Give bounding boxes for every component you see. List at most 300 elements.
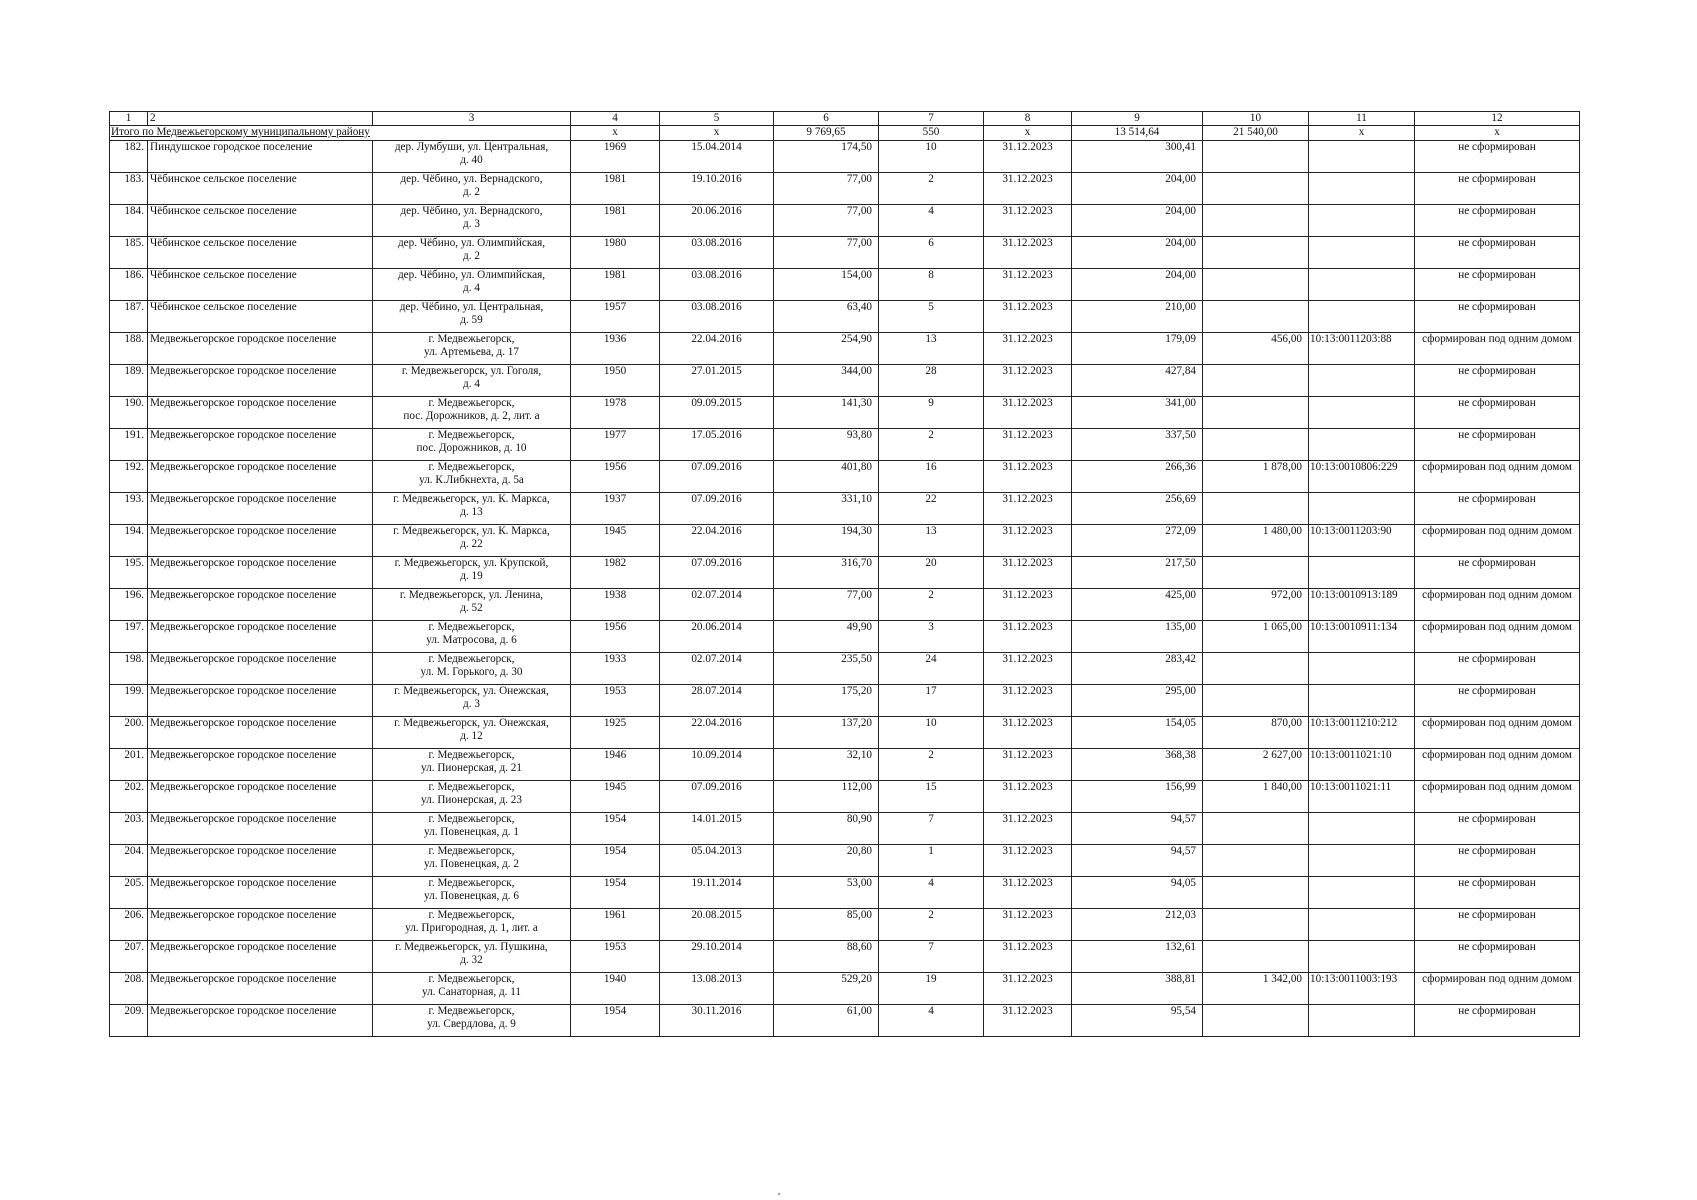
column-number: 6	[774, 112, 879, 126]
land-status-cell: не сформирован	[1415, 941, 1580, 973]
value-9-cell: 212,03	[1072, 909, 1203, 941]
value-9-cell: 156,99	[1072, 781, 1203, 813]
row-number: 205.	[110, 877, 148, 909]
recognition-date-cell: 03.08.2016	[660, 269, 774, 301]
row-number: 207.	[110, 941, 148, 973]
settlement-cell: Медвежьегорское городское поселение	[148, 909, 373, 941]
residents-cell: 13	[879, 525, 984, 557]
land-status-cell: не сформирован	[1415, 557, 1580, 589]
deadline-cell: 31.12.2023	[984, 557, 1072, 589]
value-9-cell: 204,00	[1072, 205, 1203, 237]
cadastral-number-cell	[1309, 813, 1415, 845]
residents-cell: 22	[879, 493, 984, 525]
settlement-cell: Чёбинское сельское поселение	[148, 237, 373, 269]
year-cell: 1977	[571, 429, 660, 461]
residents-cell: 1	[879, 845, 984, 877]
area-cell: 235,50	[774, 653, 879, 685]
address-cell	[373, 621, 571, 653]
year-cell: 1937	[571, 493, 660, 525]
row-number: 202.	[110, 781, 148, 813]
address-cell	[373, 237, 571, 269]
address-line: д. 32	[460, 953, 483, 966]
settlement-cell: Медвежьегорское городское поселение	[148, 525, 373, 557]
area-cell: 112,00	[774, 781, 879, 813]
address-line: д. 3	[463, 217, 480, 230]
address-cell	[373, 557, 571, 589]
row-number: 198.	[110, 653, 148, 685]
area-cell: 331,10	[774, 493, 879, 525]
settlement-cell: Медвежьегорское городское поселение	[148, 685, 373, 717]
column-number: 9	[1072, 112, 1203, 126]
address-cell	[373, 717, 571, 749]
row-number: 190.	[110, 397, 148, 429]
area-cell: 174,50	[774, 141, 879, 173]
row-number: 187.	[110, 301, 148, 333]
address-cell	[373, 1005, 571, 1037]
area-cell: 344,00	[774, 365, 879, 397]
cadastral-number-cell	[1309, 845, 1415, 877]
address-cell	[373, 973, 571, 1005]
land-area-cell	[1203, 845, 1309, 877]
settlement-cell: Пиндушское городское поселение	[148, 141, 373, 173]
address-cell	[373, 525, 571, 557]
column-number: 8	[984, 112, 1072, 126]
total-cell: 13 514,64	[1072, 126, 1203, 141]
recognition-date-cell: 28.07.2014	[660, 685, 774, 717]
recognition-date-cell: 07.09.2016	[660, 493, 774, 525]
column-number: 10	[1203, 112, 1309, 126]
land-status-cell: сформирован под одним домом	[1415, 461, 1580, 493]
land-status-cell: не сформирован	[1415, 653, 1580, 685]
total-cell: 550	[879, 126, 984, 141]
residents-cell: 4	[879, 1005, 984, 1037]
year-cell: 1946	[571, 749, 660, 781]
address-line: ул. Матросова, д. 6	[426, 633, 517, 646]
value-9-cell: 204,00	[1072, 173, 1203, 205]
address-cell	[373, 909, 571, 941]
address-line: д. 52	[460, 601, 483, 614]
residents-cell: 7	[879, 813, 984, 845]
address-cell	[373, 653, 571, 685]
year-cell: 1940	[571, 973, 660, 1005]
deadline-cell: 31.12.2023	[984, 461, 1072, 493]
residents-cell: 4	[879, 877, 984, 909]
table-row	[110, 429, 1580, 461]
land-area-cell: 2 627,00	[1203, 749, 1309, 781]
year-cell: 1956	[571, 621, 660, 653]
total-cell: 9 769,65	[774, 126, 879, 141]
recognition-date-cell: 19.11.2014	[660, 877, 774, 909]
settlement-cell: Медвежьегорское городское поселение	[148, 653, 373, 685]
land-area-cell	[1203, 141, 1309, 173]
deadline-cell: 31.12.2023	[984, 941, 1072, 973]
year-cell: 1954	[571, 877, 660, 909]
recognition-date-cell: 10.09.2014	[660, 749, 774, 781]
land-area-cell: 1 342,00	[1203, 973, 1309, 1005]
area-cell: 77,00	[774, 173, 879, 205]
land-area-cell	[1203, 205, 1309, 237]
cadastral-number-cell	[1309, 557, 1415, 589]
address-line: пос. Дорожников, д. 10	[416, 441, 527, 454]
recognition-date-cell: 02.07.2014	[660, 653, 774, 685]
address-line: ул. Пригородная, д. 1, лит. а	[405, 921, 538, 934]
value-9-cell: 283,42	[1072, 653, 1203, 685]
address-line: дер. Чёбино, ул. Олимпийская,	[397, 269, 546, 281]
address-cell	[373, 813, 571, 845]
deadline-cell: 31.12.2023	[984, 621, 1072, 653]
address-cell	[373, 941, 571, 973]
year-cell: 1981	[571, 269, 660, 301]
scan-speck	[778, 1193, 780, 1195]
value-9-cell: 179,09	[1072, 333, 1203, 365]
area-cell: 254,90	[774, 333, 879, 365]
residents-cell: 2	[879, 749, 984, 781]
recognition-date-cell: 03.08.2016	[660, 237, 774, 269]
land-status-cell: не сформирован	[1415, 397, 1580, 429]
area-cell: 93,80	[774, 429, 879, 461]
land-area-cell	[1203, 653, 1309, 685]
address-line: г. Медвежьегорск,	[428, 813, 515, 825]
address-line: ул. Повенецкая, д. 2	[424, 857, 519, 870]
deadline-cell: 31.12.2023	[984, 205, 1072, 237]
column-number-row	[110, 112, 1580, 126]
land-status-cell: сформирован под одним домом	[1415, 525, 1580, 557]
address-line: г. Медвежьегорск,	[428, 781, 515, 793]
cadastral-number-cell	[1309, 301, 1415, 333]
land-area-cell	[1203, 813, 1309, 845]
land-area-cell: 1 480,00	[1203, 525, 1309, 557]
land-status-cell: не сформирован	[1415, 493, 1580, 525]
deadline-cell: 31.12.2023	[984, 717, 1072, 749]
address-line: д. 22	[460, 537, 483, 550]
address-line: г. Медвежьегорск,	[428, 461, 515, 473]
address-line: г. Медвежьегорск,	[428, 621, 515, 633]
land-status-cell: сформирован под одним домом	[1415, 621, 1580, 653]
value-9-cell: 154,05	[1072, 717, 1203, 749]
row-number: 189.	[110, 365, 148, 397]
address-line: д. 4	[463, 281, 480, 294]
land-status-cell: сформирован под одним домом	[1415, 589, 1580, 621]
row-number: 194.	[110, 525, 148, 557]
recognition-date-cell: 20.06.2014	[660, 621, 774, 653]
cadastral-number-cell: 10:13:0011203:88	[1309, 333, 1415, 365]
address-cell	[373, 269, 571, 301]
address-line: г. Медвежьегорск,	[428, 845, 515, 857]
deadline-cell: 31.12.2023	[984, 589, 1072, 621]
year-cell: 1925	[571, 717, 660, 749]
settlement-cell: Медвежьегорское городское поселение	[148, 877, 373, 909]
value-9-cell: 427,84	[1072, 365, 1203, 397]
recognition-date-cell: 09.09.2015	[660, 397, 774, 429]
land-status-cell: сформирован под одним домом	[1415, 781, 1580, 813]
settlement-cell: Медвежьегорское городское поселение	[148, 813, 373, 845]
total-cell: 21 540,00	[1203, 126, 1309, 141]
value-9-cell: 204,00	[1072, 269, 1203, 301]
land-area-cell	[1203, 941, 1309, 973]
row-number: 201.	[110, 749, 148, 781]
area-cell: 32,10	[774, 749, 879, 781]
settlement-cell: Медвежьегорское городское поселение	[148, 333, 373, 365]
recognition-date-cell: 14.01.2015	[660, 813, 774, 845]
recognition-date-cell: 17.05.2016	[660, 429, 774, 461]
deadline-cell: 31.12.2023	[984, 973, 1072, 1005]
table-row	[110, 813, 1580, 845]
year-cell: 1980	[571, 237, 660, 269]
address-cell	[373, 461, 571, 493]
address-cell	[373, 397, 571, 429]
address-line: д. 4	[463, 377, 480, 390]
residents-cell: 4	[879, 205, 984, 237]
recognition-date-cell: 07.09.2016	[660, 557, 774, 589]
area-cell: 80,90	[774, 813, 879, 845]
recognition-date-cell: 19.10.2016	[660, 173, 774, 205]
address-cell	[373, 429, 571, 461]
value-9-cell: 425,00	[1072, 589, 1203, 621]
deadline-cell: 31.12.2023	[984, 749, 1072, 781]
year-cell: 1957	[571, 301, 660, 333]
address-line: г. Медвежьегорск,	[428, 909, 515, 921]
address-line: г. Медвежьегорск, ул. К. Маркса,	[393, 493, 550, 505]
value-9-cell: 204,00	[1072, 237, 1203, 269]
year-cell: 1950	[571, 365, 660, 397]
address-cell	[373, 493, 571, 525]
recognition-date-cell: 13.08.2013	[660, 973, 774, 1005]
address-line: г. Медвежьегорск,	[428, 973, 515, 985]
land-area-cell: 1 065,00	[1203, 621, 1309, 653]
land-area-cell	[1203, 237, 1309, 269]
value-9-cell: 94,05	[1072, 877, 1203, 909]
column-number: 11	[1309, 112, 1415, 126]
settlement-cell: Медвежьегорское городское поселение	[148, 557, 373, 589]
land-area-cell: 456,00	[1203, 333, 1309, 365]
area-cell: 175,20	[774, 685, 879, 717]
table-row	[110, 557, 1580, 589]
cadastral-number-cell	[1309, 269, 1415, 301]
total-row	[110, 126, 1580, 141]
address-cell	[373, 685, 571, 717]
address-cell	[373, 749, 571, 781]
area-cell: 316,70	[774, 557, 879, 589]
year-cell: 1945	[571, 781, 660, 813]
value-9-cell: 266,36	[1072, 461, 1203, 493]
table-row	[110, 653, 1580, 685]
cadastral-number-cell: 10:13:0011203:90	[1309, 525, 1415, 557]
address-cell	[373, 845, 571, 877]
recognition-date-cell: 05.04.2013	[660, 845, 774, 877]
address-line: ул. Повенецкая, д. 1	[424, 825, 519, 838]
table-row	[110, 493, 1580, 525]
cadastral-number-cell	[1309, 397, 1415, 429]
total-cell: x	[660, 126, 774, 141]
table-row	[110, 525, 1580, 557]
address-cell	[373, 365, 571, 397]
cadastral-number-cell	[1309, 205, 1415, 237]
column-number: 12	[1415, 112, 1580, 126]
table-row	[110, 301, 1580, 333]
land-area-cell	[1203, 557, 1309, 589]
area-cell: 85,00	[774, 909, 879, 941]
address-line: ул. М. Горького, д. 30	[420, 665, 523, 678]
address-line: д. 19	[460, 569, 483, 582]
residents-cell: 10	[879, 141, 984, 173]
row-number: 209.	[110, 1005, 148, 1037]
deadline-cell: 31.12.2023	[984, 781, 1072, 813]
residents-cell: 2	[879, 173, 984, 205]
settlement-cell: Медвежьегорское городское поселение	[148, 461, 373, 493]
table-row	[110, 717, 1580, 749]
cadastral-number-cell	[1309, 653, 1415, 685]
land-area-cell	[1203, 397, 1309, 429]
year-cell: 1981	[571, 173, 660, 205]
cadastral-number-cell: 10:13:0011210:212	[1309, 717, 1415, 749]
value-9-cell: 132,61	[1072, 941, 1203, 973]
value-9-cell: 300,41	[1072, 141, 1203, 173]
land-area-cell	[1203, 173, 1309, 205]
deadline-cell: 31.12.2023	[984, 813, 1072, 845]
recognition-date-cell: 22.04.2016	[660, 525, 774, 557]
table-row	[110, 365, 1580, 397]
housing-register-table	[109, 111, 1580, 1037]
address-line: г. Медвежьегорск, ул. К. Маркса,	[393, 525, 550, 537]
address-line: ул. Артемьева, д. 17	[424, 345, 519, 358]
cadastral-number-cell: 10:13:0010806:229	[1309, 461, 1415, 493]
land-area-cell: 1 878,00	[1203, 461, 1309, 493]
value-9-cell: 94,57	[1072, 813, 1203, 845]
address-cell	[373, 205, 571, 237]
address-line: ул. Свердлова, д. 9	[427, 1017, 516, 1030]
residents-cell: 2	[879, 429, 984, 461]
address-line: г. Медвежьегорск, ул. Онежская,	[394, 685, 549, 697]
area-cell: 53,00	[774, 877, 879, 909]
address-cell	[373, 589, 571, 621]
address-line: дер. Чёбино, ул. Центральная,	[399, 301, 544, 313]
row-number: 186.	[110, 269, 148, 301]
deadline-cell: 31.12.2023	[984, 333, 1072, 365]
area-cell: 154,00	[774, 269, 879, 301]
address-line: г. Медвежьегорск, ул. Онежская,	[394, 717, 549, 729]
value-9-cell: 295,00	[1072, 685, 1203, 717]
address-cell	[373, 877, 571, 909]
land-area-cell	[1203, 1005, 1309, 1037]
value-9-cell: 341,00	[1072, 397, 1203, 429]
recognition-date-cell: 20.06.2016	[660, 205, 774, 237]
column-number: 5	[660, 112, 774, 126]
address-line: ул. Повенецкая, д. 6	[424, 889, 519, 902]
cadastral-number-cell	[1309, 141, 1415, 173]
row-number: 191.	[110, 429, 148, 461]
settlement-cell: Медвежьегорское городское поселение	[148, 397, 373, 429]
recognition-date-cell: 15.04.2014	[660, 141, 774, 173]
deadline-cell: 31.12.2023	[984, 877, 1072, 909]
row-number: 200.	[110, 717, 148, 749]
deadline-cell: 31.12.2023	[984, 237, 1072, 269]
column-number: 3	[373, 112, 571, 126]
table-row	[110, 461, 1580, 493]
residents-cell: 2	[879, 909, 984, 941]
deadline-cell: 31.12.2023	[984, 685, 1072, 717]
year-cell: 1953	[571, 941, 660, 973]
residents-cell: 24	[879, 653, 984, 685]
cadastral-number-cell: 10:13:0010911:134	[1309, 621, 1415, 653]
table-row	[110, 397, 1580, 429]
row-number: 188.	[110, 333, 148, 365]
settlement-cell: Медвежьегорское городское поселение	[148, 589, 373, 621]
cadastral-number-cell	[1309, 493, 1415, 525]
residents-cell: 7	[879, 941, 984, 973]
land-status-cell: сформирован под одним домом	[1415, 333, 1580, 365]
area-cell: 401,80	[774, 461, 879, 493]
deadline-cell: 31.12.2023	[984, 653, 1072, 685]
land-status-cell: не сформирован	[1415, 141, 1580, 173]
table-row	[110, 333, 1580, 365]
cadastral-number-cell	[1309, 941, 1415, 973]
settlement-cell: Медвежьегорское городское поселение	[148, 781, 373, 813]
row-number: 195.	[110, 557, 148, 589]
land-area-cell: 972,00	[1203, 589, 1309, 621]
area-cell: 529,20	[774, 973, 879, 1005]
address-line: пос. Дорожников, д. 2, лит. а	[403, 409, 540, 422]
area-cell: 137,20	[774, 717, 879, 749]
residents-cell: 13	[879, 333, 984, 365]
address-line: ул. К.Либкнехта, д. 5а	[419, 473, 524, 486]
total-cell: x	[571, 126, 660, 141]
address-cell	[373, 781, 571, 813]
row-number: 183.	[110, 173, 148, 205]
land-area-cell	[1203, 365, 1309, 397]
land-status-cell: не сформирован	[1415, 237, 1580, 269]
recognition-date-cell: 22.04.2016	[660, 333, 774, 365]
recognition-date-cell: 30.11.2016	[660, 1005, 774, 1037]
settlement-cell: Чёбинское сельское поселение	[148, 301, 373, 333]
residents-cell: 2	[879, 589, 984, 621]
deadline-cell: 31.12.2023	[984, 429, 1072, 461]
total-cell: x	[984, 126, 1072, 141]
address-line: г. Медвежьегорск, ул. Крупской,	[394, 557, 549, 569]
table-row	[110, 749, 1580, 781]
recognition-date-cell: 27.01.2015	[660, 365, 774, 397]
land-status-cell: не сформирован	[1415, 205, 1580, 237]
land-area-cell	[1203, 301, 1309, 333]
recognition-date-cell: 03.08.2016	[660, 301, 774, 333]
area-cell: 194,30	[774, 525, 879, 557]
column-number: 2	[148, 112, 373, 126]
year-cell: 1933	[571, 653, 660, 685]
settlement-cell: Медвежьегорское городское поселение	[148, 1005, 373, 1037]
year-cell: 1945	[571, 525, 660, 557]
recognition-date-cell: 07.09.2016	[660, 461, 774, 493]
cadastral-number-cell: 10:13:0011021:10	[1309, 749, 1415, 781]
settlement-cell: Медвежьегорское городское поселение	[148, 941, 373, 973]
column-number: 7	[879, 112, 984, 126]
land-area-cell	[1203, 493, 1309, 525]
year-cell: 1954	[571, 845, 660, 877]
cadastral-number-cell	[1309, 173, 1415, 205]
column-number: 4	[571, 112, 660, 126]
row-number: 193.	[110, 493, 148, 525]
residents-cell: 9	[879, 397, 984, 429]
settlement-cell: Медвежьегорское городское поселение	[148, 365, 373, 397]
row-number: 204.	[110, 845, 148, 877]
address-line: г. Медвежьегорск, ул. Гоголя,	[401, 365, 542, 377]
row-number: 184.	[110, 205, 148, 237]
land-status-cell: сформирован под одним домом	[1415, 973, 1580, 1005]
land-status-cell: сформирован под одним домом	[1415, 717, 1580, 749]
residents-cell: 5	[879, 301, 984, 333]
cadastral-number-cell: 10:13:0011003:193	[1309, 973, 1415, 1005]
row-number: 203.	[110, 813, 148, 845]
year-cell: 1969	[571, 141, 660, 173]
year-cell: 1981	[571, 205, 660, 237]
